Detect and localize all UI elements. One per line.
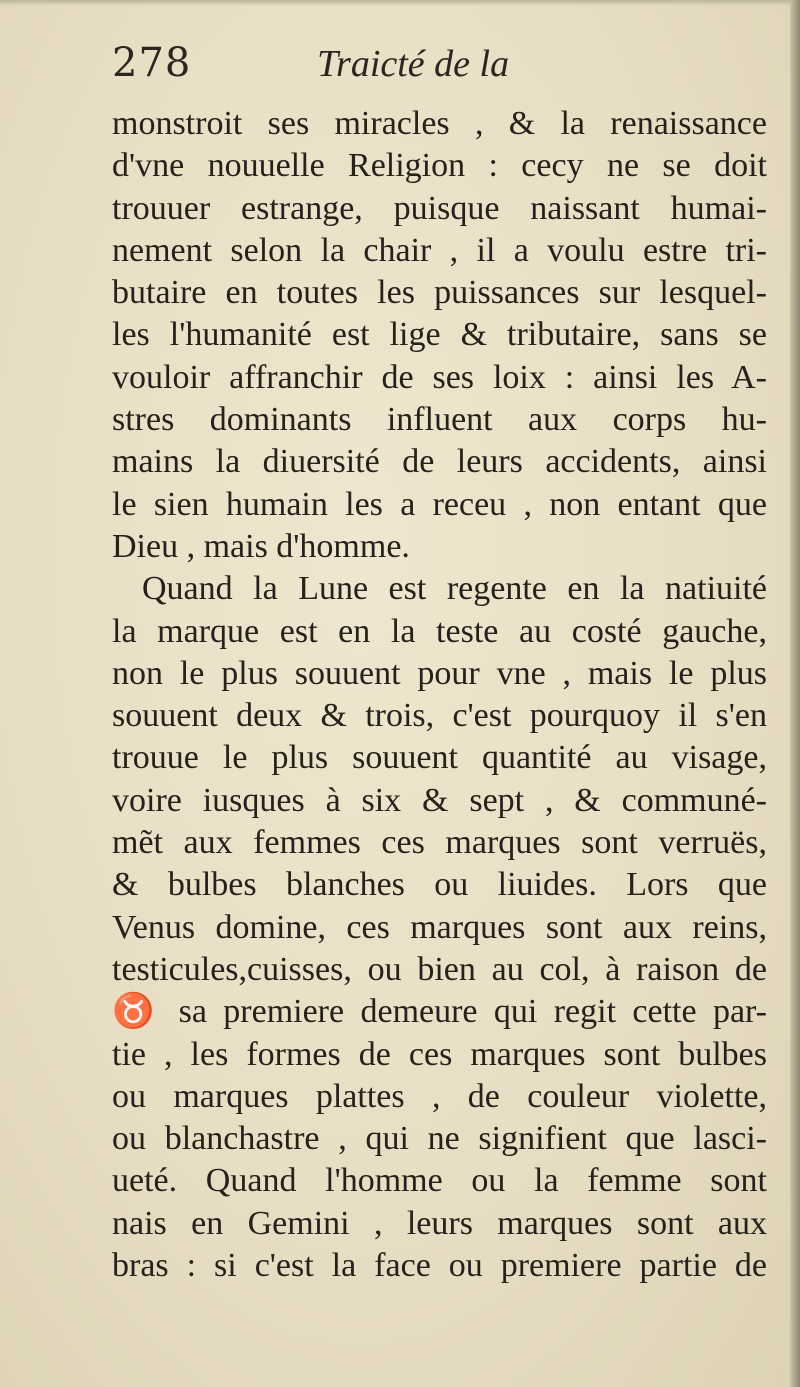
text-line: mẽt aux femmes ces marques sont verruës, — [112, 824, 767, 862]
text-line: les l'humanité est lige & tributaire, sans se — [112, 316, 767, 354]
text-line: le sien humain les a receu , non entant que — [112, 485, 767, 523]
text-line: Dieu , mais d'homme. — [112, 527, 410, 565]
text-line: souuent deux & trois, c'est pourquoy il s'en — [112, 697, 767, 735]
text-line: vouloir affranchir de ses loix : ainsi les A- — [112, 358, 767, 396]
text-line: butaire en toutes les puissances sur lesquel- — [112, 274, 767, 312]
text-line: Venus domine, ces marques sont aux reins, — [112, 908, 767, 946]
page-edge-shadow — [790, 0, 800, 1387]
page-header — [112, 40, 772, 100]
text-line: trouue le plus souuent quantité au visage, — [112, 739, 767, 777]
text-line: d'vne nouuelle Religion : cecy ne se doit — [112, 147, 767, 185]
text-line: ♉ sa premiere demeure qui regit cette par- — [112, 993, 767, 1031]
text-line: ou blanchastre , qui ne signifient que lasci- — [112, 1120, 767, 1158]
text-line: ou marques plattes , de couleur violette, — [112, 1077, 767, 1115]
text-line: & bulbes blanches ou liuides. Lors que — [112, 866, 767, 904]
text-line: non le plus souuent pour vne , mais le plus — [112, 654, 767, 692]
text-line: bras : si c'est la face ou premiere partie de — [112, 1247, 767, 1285]
text-line: nement selon la chair , il a voulu estre tri- — [112, 231, 767, 269]
text-line: ueté. Quand l'homme ou la femme sont — [112, 1162, 767, 1200]
text-line: nais en Gemini , leurs marques sont aux — [112, 1204, 767, 1242]
text-line: testicules,cuisses, ou bien au col, à raison de — [112, 950, 767, 988]
text-line: mains la diuersité de leurs accidents, ainsi — [112, 443, 767, 481]
page-number: 278 — [112, 40, 192, 86]
text-line: la marque est en la teste au costé gauche, — [112, 612, 767, 650]
page-top-shadow — [0, 0, 800, 6]
text-line: monstroit ses miracles , & la renaissance — [112, 105, 767, 142]
text-line: trouuer estrange, puisque naissant humai- — [112, 189, 767, 227]
text-line: Quand la Lune est regente en la natiuité — [142, 570, 767, 608]
body-text — [112, 103, 767, 1287]
text-line: stres dominants influent aux corps hu- — [112, 401, 767, 439]
text-line: tie , les formes de ces marques sont bulbes — [112, 1035, 767, 1073]
running-head: Traicté de la — [317, 43, 510, 85]
text-line: voire iusques à six & sept , & communé- — [112, 781, 767, 819]
